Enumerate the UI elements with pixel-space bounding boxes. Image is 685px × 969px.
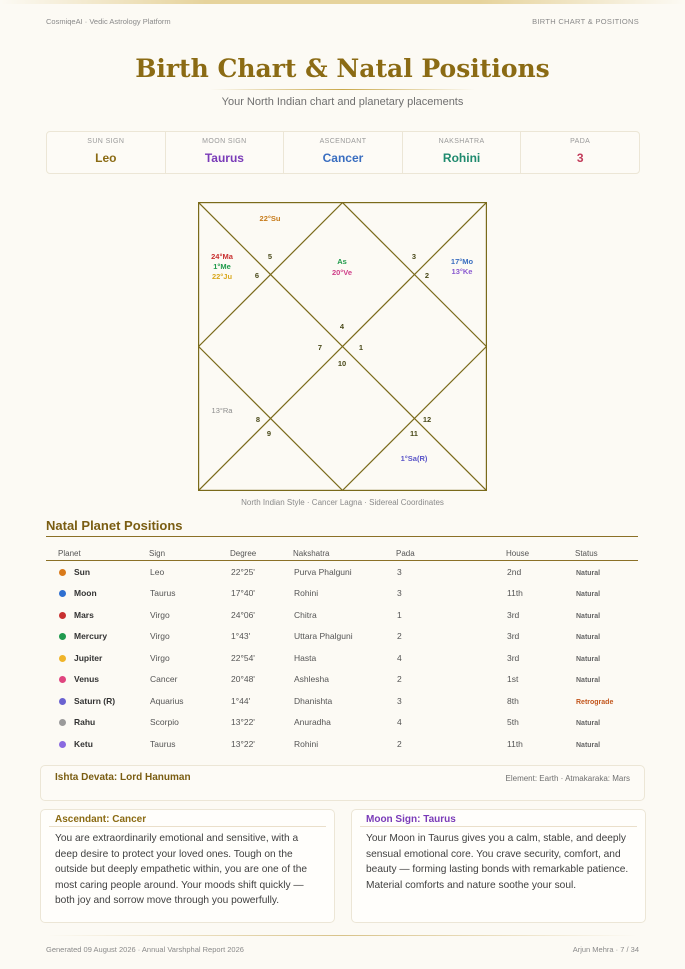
pada-cell: 2 — [397, 631, 402, 642]
card-divider — [49, 826, 326, 827]
summary-moon-sign — [166, 132, 285, 173]
table-row — [46, 626, 638, 648]
planet-label: 20°Ve — [331, 268, 353, 277]
table-row — [46, 733, 638, 755]
footer-divider — [46, 935, 638, 936]
status-badge: Natural — [576, 741, 601, 749]
planet-label: 13°Ke — [451, 267, 473, 276]
pada-cell: 2 — [397, 674, 402, 685]
column-header: House — [506, 546, 575, 561]
sign-cell: Virgo — [150, 652, 170, 663]
status-cell — [575, 626, 638, 648]
planet-color-dot — [59, 698, 66, 705]
summary-value: Rohini — [442, 151, 481, 165]
planet-name: Ketu — [74, 738, 93, 749]
sign-cell: Virgo — [150, 609, 170, 620]
house-cell: 11th — [507, 588, 523, 599]
house-cell: 3rd — [507, 652, 520, 663]
summary-label: SUN SIGN — [87, 138, 125, 145]
house-cell: 5th — [507, 717, 519, 728]
page-title: Birth Chart & Natal Positions — [135, 54, 550, 83]
status-badge: Natural — [576, 569, 601, 577]
planet-name: Mars — [74, 609, 94, 620]
column-header: Pada — [396, 546, 506, 561]
planet-name: Saturn (R) — [74, 695, 116, 706]
planet-color-dot — [59, 741, 66, 748]
sign-cell: Cancer — [150, 674, 178, 685]
status-cell — [575, 604, 638, 626]
planet-label: As — [337, 257, 347, 266]
pada-cell: 3 — [397, 566, 402, 577]
north-indian-chart — [198, 202, 487, 491]
sign-cell: Scorpio — [150, 717, 179, 728]
planet-color-dot — [59, 633, 66, 640]
planet-cell — [46, 561, 149, 583]
house-number: 12 — [422, 415, 432, 424]
pada-cell: 2 — [397, 738, 402, 749]
table-row — [46, 561, 638, 583]
pada-cell: 3 — [397, 695, 402, 706]
header-section-label: BIRTH CHART & POSITIONS — [532, 17, 639, 26]
table-row — [46, 604, 638, 626]
house-number: 6 — [254, 271, 260, 280]
house-number: 11 — [410, 429, 418, 438]
top-accent-bar — [0, 0, 685, 4]
pada-cell: 4 — [397, 717, 402, 728]
planet-name: Sun — [74, 566, 91, 577]
degree-cell: 13°22' — [231, 738, 255, 749]
chart-caption: North Indian Style · Cancer Lagna · Sidereal Coordinates — [241, 498, 444, 507]
planet-cell — [46, 647, 149, 669]
planet-name: Venus — [74, 674, 100, 685]
summary-ascendant — [284, 132, 403, 173]
planet-name: Mercury — [74, 631, 108, 642]
summary-label: MOON SIGN — [202, 138, 247, 145]
card-body: Your Moon in Taurus gives you a calm, stable, and deeply sensual emotional core. You crave security, comfort, and beauty — forming lasting bonds with remarkable patience. Material comforts and nature soothe your soul. — [366, 833, 629, 891]
planet-cell — [46, 669, 149, 691]
page-subtitle: Your North Indian chart and planetary placements — [221, 96, 464, 108]
column-header: Degree — [230, 546, 293, 561]
nakshatra-cell: Dhanishta — [294, 695, 333, 706]
card-body: You are extraordinarily emotional and sensitive, with a deep desire to protect your loved ones. Tough on the outside but deeply empathetic within, you are one of the most caring people around. Your moods shift quickly — both joy and sorrow move through you powerfully. — [55, 833, 308, 906]
status-cell — [575, 561, 638, 583]
status-badge: Natural — [576, 634, 601, 642]
table-body — [46, 561, 638, 755]
planet-color-dot — [59, 655, 66, 662]
status-cell — [575, 583, 638, 605]
nakshatra-cell: Chitra — [294, 609, 317, 620]
status-badge: Natural — [576, 612, 601, 620]
table-row — [46, 669, 638, 691]
house-cell: 8th — [507, 695, 519, 706]
nakshatra-cell: Rohini — [294, 738, 319, 749]
house-number: 7 — [317, 343, 323, 352]
planet-label: 1°Sa(R) — [400, 454, 428, 463]
ishta-devata-label: Ishta Devata: Lord Hanuman — [55, 772, 191, 783]
summary-value: Taurus — [204, 151, 244, 165]
status-cell — [575, 669, 638, 691]
degree-cell: 20°48' — [231, 674, 255, 685]
planet-cell — [46, 583, 149, 605]
moon-sign-card — [351, 809, 646, 923]
planet-cell — [46, 733, 149, 755]
house-cell: 1st — [507, 674, 519, 685]
table-row — [46, 647, 638, 669]
sign-cell: Taurus — [150, 738, 176, 749]
house-number: 10 — [337, 359, 347, 368]
card-divider — [360, 826, 637, 827]
planet-cell — [46, 626, 149, 648]
positions-divider — [46, 536, 638, 537]
status-badge: Natural — [576, 655, 601, 663]
degree-cell: 17°40' — [231, 588, 255, 599]
house-number: 4 — [339, 322, 345, 331]
table-row — [46, 583, 638, 605]
column-header: Status — [575, 546, 638, 561]
status-cell — [575, 733, 638, 755]
summary-label: PADA — [570, 138, 591, 145]
table-row — [46, 690, 638, 712]
house-number: 1 — [358, 343, 364, 352]
nakshatra-cell: Rohini — [294, 588, 319, 599]
planet-label: 22°Su — [259, 214, 281, 223]
degree-cell: 1°44' — [231, 695, 251, 706]
sign-cell: Leo — [150, 566, 165, 577]
status-badge: Natural — [576, 677, 601, 685]
status-cell — [575, 690, 638, 712]
summary-value: Cancer — [322, 151, 364, 165]
summary-sun-sign — [47, 132, 166, 173]
status-badge: Natural — [576, 591, 601, 599]
planet-label: 22°Ju — [211, 272, 233, 281]
planet-color-dot — [59, 612, 66, 619]
summary-label: ASCENDANT — [319, 138, 367, 145]
summary-pada — [521, 132, 639, 173]
degree-cell: 13°22' — [231, 717, 255, 728]
degree-cell: 1°43' — [231, 631, 251, 642]
card-title: Moon Sign: Taurus — [366, 814, 456, 825]
planet-label: 24°Ma — [211, 252, 233, 261]
planet-name: Moon — [74, 588, 97, 599]
footer-page-info: Arjun Mehra · 7 / 34 — [572, 945, 639, 954]
nakshatra-cell: Ashlesha — [294, 674, 329, 685]
house-cell: 2nd — [507, 566, 522, 577]
planet-label: 13°Ra — [211, 406, 233, 415]
summary-nakshatra — [403, 132, 522, 173]
nakshatra-cell: Hasta — [294, 652, 317, 663]
degree-cell: 22°54' — [231, 652, 255, 663]
house-number: 8 — [255, 415, 261, 424]
sign-cell: Taurus — [150, 588, 176, 599]
house-number: 2 — [424, 271, 430, 280]
planet-name: Jupiter — [74, 652, 103, 663]
planet-color-dot — [59, 569, 66, 576]
table-row — [46, 712, 638, 734]
column-header: Planet — [46, 546, 149, 561]
house-cell: 11th — [507, 738, 523, 749]
column-header: Nakshatra — [293, 546, 396, 561]
sign-cell: Virgo — [150, 631, 170, 642]
planet-positions-table — [46, 546, 638, 755]
pada-cell: 4 — [397, 652, 402, 663]
planet-label: 17°Mo — [450, 257, 474, 266]
footer-generated: Generated 09 August 2026 · Annual Varshphal Report 2026 — [46, 945, 244, 954]
house-number: 3 — [411, 252, 417, 261]
planet-color-dot — [59, 676, 66, 683]
planet-label: 1°Me — [213, 262, 231, 271]
table-header-row — [46, 546, 638, 561]
nakshatra-cell: Anuradha — [294, 717, 331, 728]
summary-value: Leo — [95, 151, 117, 165]
status-badge: Natural — [576, 720, 601, 728]
card-title: Ascendant: Cancer — [55, 814, 147, 825]
element-atmakaraka: Element: Earth · Atmakaraka: Mars — [505, 774, 630, 783]
house-cell: 3rd — [507, 631, 520, 642]
sign-cell: Aquarius — [150, 695, 184, 706]
chart-svg — [198, 202, 487, 491]
degree-cell: 24°06' — [231, 609, 255, 620]
house-number: 9 — [266, 429, 272, 438]
summary-label: NAKSHATRA — [438, 138, 485, 145]
status-cell — [575, 712, 638, 734]
title-divider — [210, 89, 475, 90]
planet-cell — [46, 690, 149, 712]
degree-cell: 22°25' — [231, 566, 255, 577]
pada-cell: 1 — [397, 609, 402, 620]
ascendant-card — [40, 809, 335, 923]
nakshatra-cell: Uttara Phalguni — [294, 631, 353, 642]
header-brand: CosmiqeAI · Vedic Astrology Platform — [46, 17, 171, 26]
column-header: Sign — [149, 546, 230, 561]
planet-cell — [46, 604, 149, 626]
status-cell — [575, 647, 638, 669]
nakshatra-cell: Purva Phalguni — [294, 566, 352, 577]
planet-cell — [46, 712, 149, 734]
positions-title: Natal Planet Positions — [46, 518, 183, 533]
house-cell: 3rd — [507, 609, 520, 620]
planet-color-dot — [59, 590, 66, 597]
ishta-devata-bar — [40, 765, 645, 801]
summary-value: 3 — [576, 151, 584, 165]
planet-color-dot — [59, 719, 66, 726]
house-number: 5 — [267, 252, 273, 261]
status-badge: Retrograde — [576, 698, 614, 706]
pada-cell: 3 — [397, 588, 402, 599]
summary-strip — [46, 131, 640, 174]
planet-name: Rahu — [74, 717, 96, 728]
